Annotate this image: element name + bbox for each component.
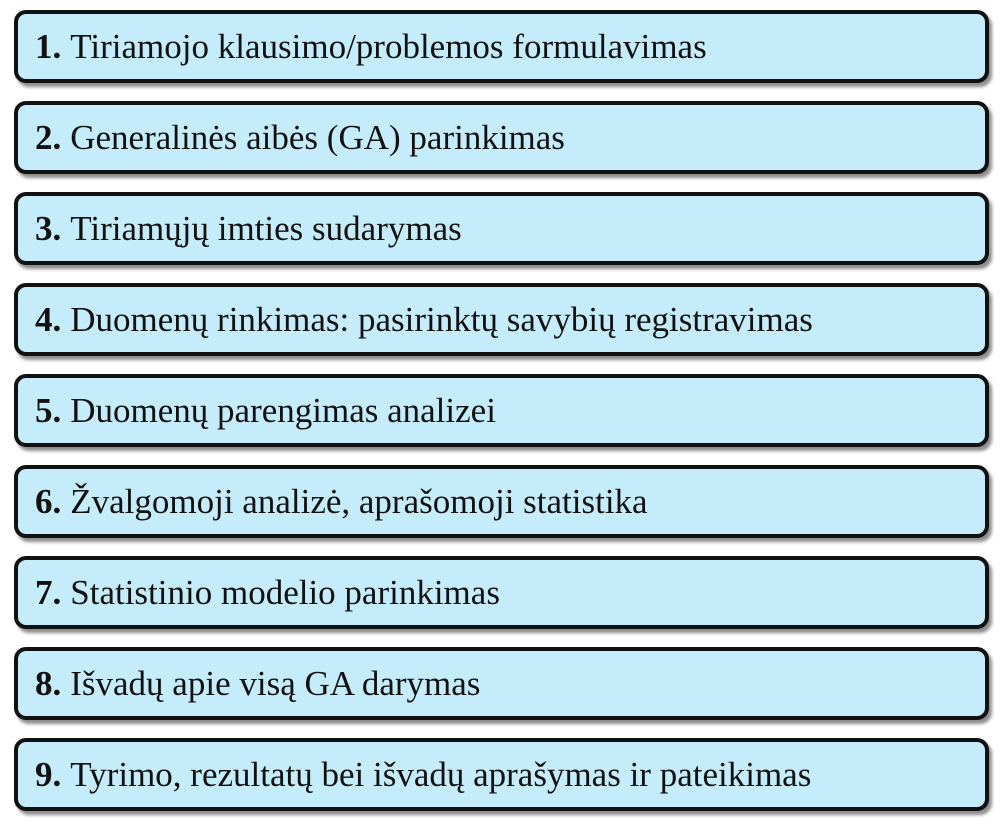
step-label: Tyrimo, rezultatų bei išvadų aprašymas ir pateikimas (70, 754, 812, 794)
step-number: 8. (35, 663, 62, 703)
step-label: Duomenų rinkimas: pasirinktų savybių registravimas (70, 299, 813, 339)
step-box-3 (14, 192, 989, 265)
step-box-4 (14, 283, 989, 356)
step-number: 3. (35, 208, 62, 248)
step-number: 1. (35, 26, 62, 66)
step-number: 7. (35, 572, 62, 612)
step-label: Išvadų apie visą GA darymas (70, 663, 481, 703)
step-label: Tiriamųjų imties sudarymas (70, 208, 462, 248)
step-label: Statistinio modelio parinkimas (70, 572, 500, 612)
step-box-6 (14, 465, 989, 538)
step-number: 2. (35, 117, 62, 157)
step-label: Tiriamojo klausimo/problemos formulavimas (70, 26, 707, 66)
step-label: Žvalgomoji analizė, aprašomoji statistika (70, 481, 648, 521)
step-box-7 (14, 556, 989, 629)
step-box-9 (14, 738, 989, 811)
step-box-2 (14, 101, 989, 174)
step-label: Generalinės aibės (GA) parinkimas (70, 117, 565, 157)
step-number: 4. (35, 299, 62, 339)
step-box-1 (14, 10, 989, 83)
step-box-5 (14, 374, 989, 447)
step-number: 5. (35, 390, 62, 430)
step-number: 6. (35, 481, 62, 521)
step-number: 9. (35, 754, 62, 794)
step-box-8 (14, 647, 989, 720)
step-label: Duomenų parengimas analizei (70, 390, 496, 430)
step-list (14, 10, 989, 811)
